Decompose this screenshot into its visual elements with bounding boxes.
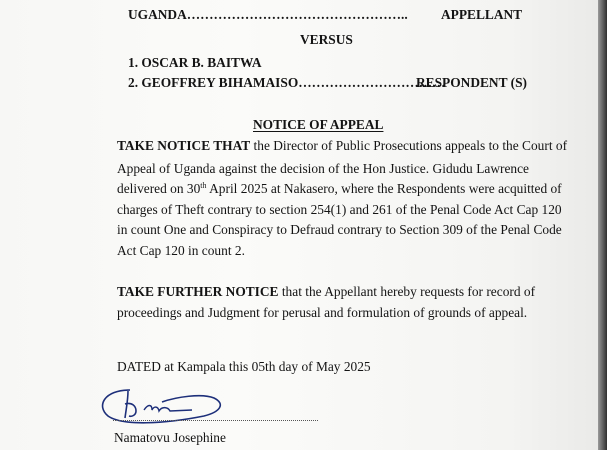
signature: [92, 380, 232, 430]
notice-line-6: Act Cap 120 in count 2.: [117, 243, 245, 258]
signatory-name: Namatovu Josephine: [114, 430, 226, 445]
notice-line-5: in count One and Conspiracy to Defraud contrary to Section 309 of the Penal Code: [117, 222, 562, 237]
appellant-name: UGANDA…………………………………………..: [128, 7, 408, 22]
further-lead: TAKE FURTHER NOTICE: [117, 284, 279, 299]
notice-line-4: charges of Theft contrary to section 254(1) and 261 of the Penal Code Act Cap 120: [117, 202, 562, 217]
signature-line: [113, 420, 318, 421]
notice-line-1-text: the Director of Public Prosecutions appeals to the Court of: [250, 138, 568, 153]
page-edge-shadow: [598, 0, 607, 450]
versus-label: VERSUS: [300, 32, 353, 47]
further-line-2: proceedings and Judgment for perusal and formulation of grounds of appeal.: [117, 305, 528, 320]
dated-line: DATED at Kampala this 05th day of May 2025: [117, 359, 371, 374]
notice-line-3-sup: th: [200, 181, 207, 190]
notice-line-3-pre: delivered on 30: [117, 181, 201, 196]
notice-title: NOTICE OF APPEAL: [253, 117, 384, 132]
further-line-1: [117, 284, 536, 300]
notice-line-1: [117, 138, 568, 154]
notice-line-3-post: April 2025 at Nakasero, where the Respondents were acquitted of: [206, 181, 562, 196]
notice-line-2: Appeal of Uganda against the decision of the Hon Justice. Gidudu Lawrence: [117, 161, 529, 176]
respondent-1: 1. OSCAR B. BAITWA: [128, 55, 262, 70]
respondent-2-name: 2. GEOFFREY BIHAMAISO……………………………: [128, 75, 446, 90]
further-line-1-text: that the Appellant hereby requests for record of: [278, 284, 536, 299]
notice-line-3: [117, 181, 562, 197]
notice-lead: TAKE NOTICE THAT: [117, 138, 251, 153]
appellant-role: APPELLANT: [441, 7, 523, 22]
respondent-2-role: RESPONDENT (S): [416, 75, 527, 90]
